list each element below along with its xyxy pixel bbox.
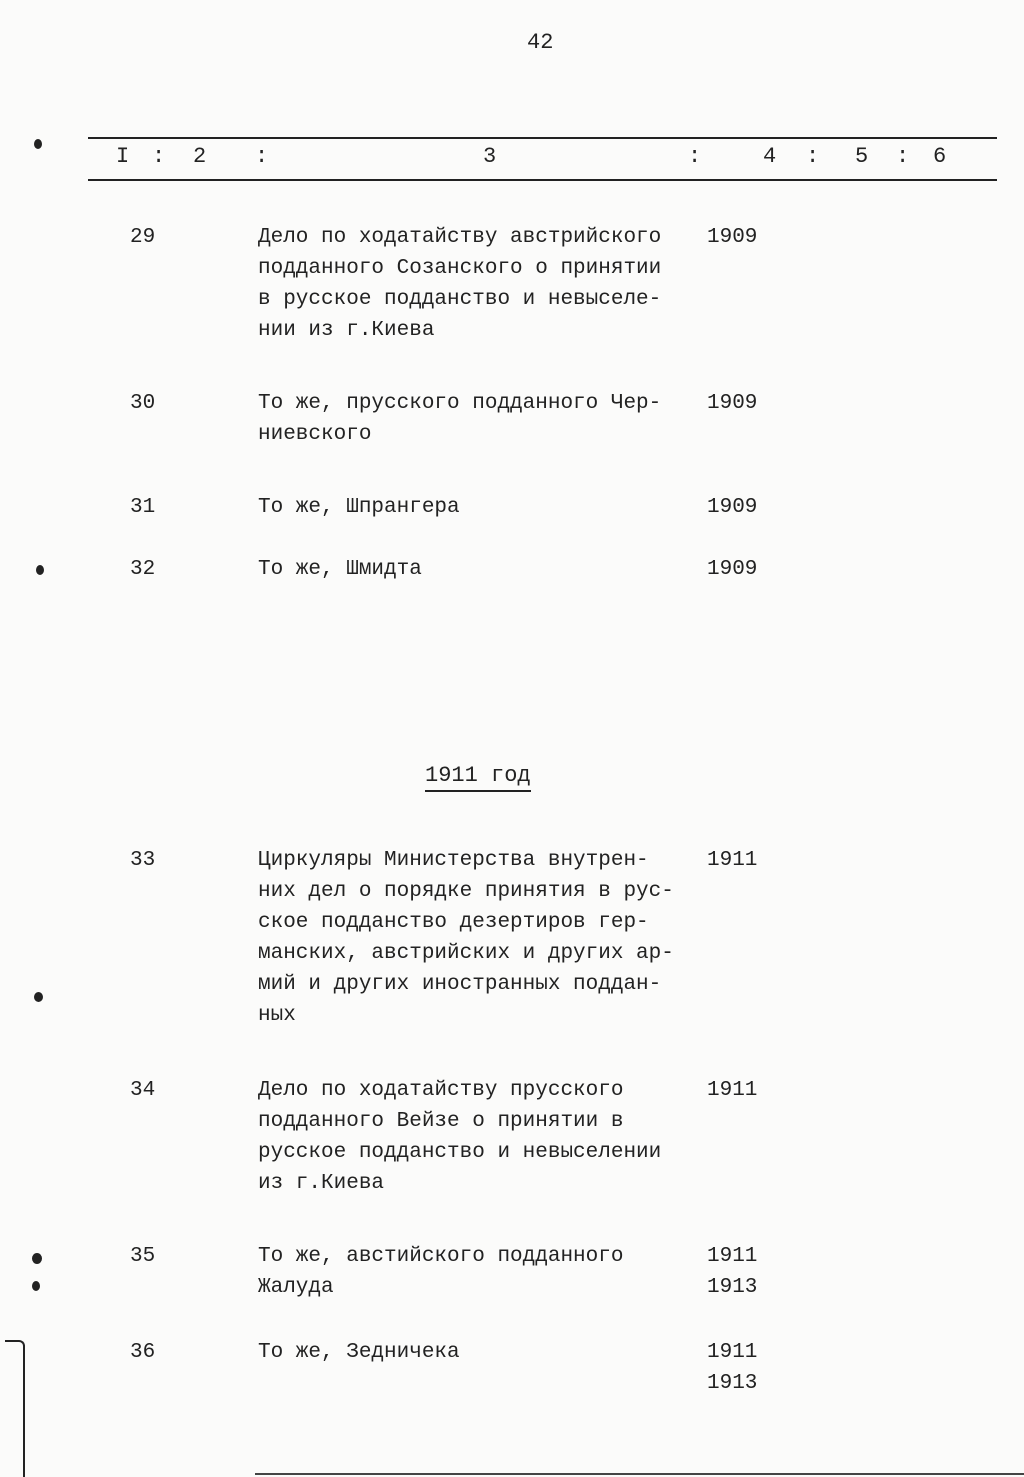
entry-number: 36: [130, 1341, 156, 1364]
entry-year: 1909: [707, 392, 758, 415]
header-rule-bottom: [88, 179, 997, 181]
column-separator: :: [806, 144, 820, 169]
entry-text: То же, Шпрангера: [258, 496, 460, 519]
column-header-6: 6: [933, 144, 947, 169]
page-bottom-edge: [255, 1473, 1024, 1475]
column-header-1: I: [116, 144, 130, 169]
entry-text: Дело по ходатайству прусского подданного Вейзе о принятии в русское подданство и невыселении из г.Киева: [258, 1079, 662, 1195]
entry-year: 1911: [707, 1245, 758, 1268]
section-heading: 1911 год: [425, 763, 531, 792]
entry-year: 1909: [707, 226, 758, 249]
binding-hole-mark: [34, 139, 42, 149]
entry-number: 35: [130, 1245, 156, 1268]
column-separator: :: [152, 144, 166, 169]
column-header-4: 4: [763, 144, 777, 169]
entry-number: 29: [130, 226, 156, 249]
binding-hole-mark: [32, 1253, 42, 1264]
entry-year: 1911: [707, 1341, 758, 1364]
entry-year: 1913: [707, 1372, 758, 1395]
entry-year: 1909: [707, 558, 758, 581]
binding-hole-mark: [36, 565, 44, 575]
column-header-3: 3: [483, 144, 497, 169]
entry-text: То же, австийского подданного Жалуда: [258, 1245, 624, 1299]
column-separator: :: [896, 144, 910, 169]
binding-hole-mark: [32, 1281, 40, 1291]
binding-hole-mark: [34, 992, 43, 1002]
entry-number: 34: [130, 1079, 156, 1102]
entry-year: 1913: [707, 1276, 758, 1299]
entry-year: 1911: [707, 849, 758, 872]
entry-year: 1911: [707, 1079, 758, 1102]
entry-number: 30: [130, 392, 156, 415]
entry-year: 1909: [707, 496, 758, 519]
column-separator: :: [688, 144, 702, 169]
page-number: 42: [527, 30, 554, 55]
column-header-2: 2: [193, 144, 207, 169]
entry-text: То же, Зедничека: [258, 1341, 460, 1364]
entry-text: Дело по ходатайству австрийского подданного Созанского о принятии в русское подданство и невыселе- нии из г.Киева: [258, 226, 662, 342]
entry-text: Циркуляры Министерства внутрен- них дел о порядке принятия в рус- ское подданство дезертиров гер- манских, австрийских и других ар- мий и других иностранных поддан- ных: [258, 849, 674, 1027]
column-header-5: 5: [855, 144, 869, 169]
header-rule-top: [88, 137, 997, 139]
entry-text: То же, Шмидта: [258, 558, 422, 581]
entry-text: То же, прусского подданного Чер- ниевского: [258, 392, 662, 446]
entry-number: 32: [130, 558, 156, 581]
column-separator: :: [255, 144, 269, 169]
page-edge-mark: [5, 1340, 25, 1477]
entry-number: 33: [130, 849, 156, 872]
entry-number: 31: [130, 496, 156, 519]
